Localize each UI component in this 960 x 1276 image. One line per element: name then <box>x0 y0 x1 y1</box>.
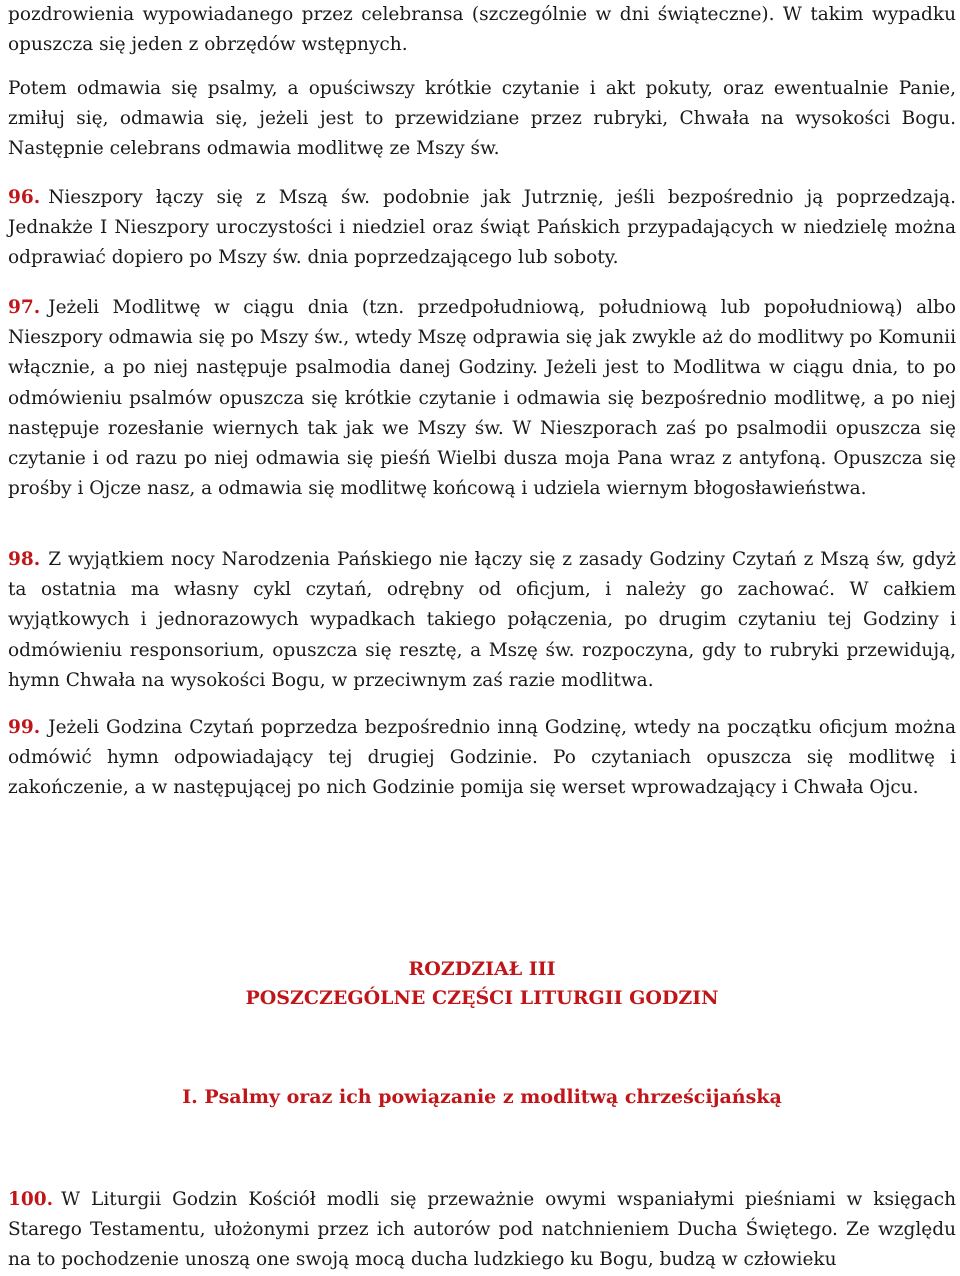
paragraph-text: Z wyjątkiem nocy Narodzenia Pańskiego nie łączy się z zasady Godziny Czytań z Mszą św, gdyż ta ostatnia ma własny cykl czytań, odrębny od oficjum, i należy go zachować. W całkiem wyjątkowych i jednorazowych wypadkach takiego połączenia, po drugim czytaniu tej Godziny i odmówieniu responsorium, opuszcza się resztę, a Mszę św. rozpoczyna, gdy to rubryki przewidują, hymn Chwała na wysokości Bogu, w przeciwnym zaś razie modlitwa. <box>8 549 956 691</box>
chapter-title: POSZCZEGÓLNE CZĘŚCI LITURGII GODZIN <box>245 987 719 1009</box>
paragraph-99 <box>8 713 956 804</box>
paragraph-97 <box>8 293 956 504</box>
paragraph-number: 98. <box>8 549 41 570</box>
paragraph-opening <box>8 0 956 60</box>
paragraph-text: Nieszpory łączy się z Mszą św. podobnie jak Jutrznię, jeśli bezpośrednio ją poprzedzają. Jednakże I Nieszpory uroczystości i niedziel oraz świąt Pańskich przypadających w niedzielę można odprawiać dopiero po Mszy św. dnia poprzedzającego lub soboty. <box>8 187 956 269</box>
paragraph-text: Jeżeli Modlitwę w ciągu dnia (tzn. przedpołudniową, południową lub popołudniową) albo Nieszpory odmawia się po Mszy św., wtedy Mszę odprawia się jak zwykle aż do modlitwy po Komunii włącznie, a po niej następuje psalmodia danej Godziny. Jeżeli jest to Modlitwa w ciągu dnia, to po odmówieniu psalmów opuszcza się krótkie czytanie i odmawia się bezpośrednio modlitwę, a po niej następuje rozesłanie wiernych tak jak we Mszy św. W Nieszporach zaś po psalmodii opuszcza się czytanie i od razu po niej odmawia się pieśń Wielbi dusza moja Pana wraz z antyfoną. Opuszcza się prośby i Ojcze nasz, a odmawia się modlitwę końcową i udziela wiernym błogosławieństwa. <box>8 297 956 500</box>
paragraph-text: Jeżeli Godzina Czytań poprzedza bezpośrednio inną Godzinę, wtedy na początku oficjum można odmówić hymn odpowiadający tej drugiej Godzinie. Po czytaniach opuszcza się modlitwę i zakończenie, a w następującej po nich Godzinie pomija się werset wprowadzający i Chwała Ojcu. <box>8 717 956 799</box>
paragraph-text: pozdrowienia wypowiadanego przez celebransa (szczególnie w dni świąteczne). W takim wypadku opuszcza się jeden z obrzędów wstępnych. <box>8 4 956 56</box>
paragraph-text: Potem odmawia się psalmy, a opuściwszy krótkie czytanie i akt pokuty, oraz ewentualnie Panie, zmiłuj się, odmawia się, jeżeli jest to przewidziane przez rubryki, Chwała na wysokości Bogu. Następnie celebrans odmawia modlitwę ze Mszy św. <box>8 78 956 160</box>
paragraph-then <box>8 74 956 165</box>
paragraph-number: 96. <box>8 187 41 208</box>
chapter-number: ROZDZIAŁ III <box>408 958 556 980</box>
paragraph-number: 97. <box>8 297 41 318</box>
chapter-heading <box>8 955 956 1013</box>
paragraph-number: 100. <box>8 1189 54 1210</box>
paragraph-98 <box>8 545 956 696</box>
paragraph-96 <box>8 183 956 274</box>
paragraph-100 <box>8 1185 956 1276</box>
paragraph-number: 99. <box>8 717 41 738</box>
paragraph-text: W Liturgii Godzin Kościół modli się przeważnie owymi wspaniałymi pieśniami w księgach Starego Testamentu, ułożonymi przez ich autorów pod natchnieniem Ducha Świętego. Ze względu na to pochodzenie unoszą one swoją mocą ducha ludzkiego ku Bogu, budzą w człowieku <box>8 1189 956 1271</box>
section-heading: I. Psalmy oraz ich powiązanie z modlitwą chrześcijańską <box>182 1086 782 1108</box>
